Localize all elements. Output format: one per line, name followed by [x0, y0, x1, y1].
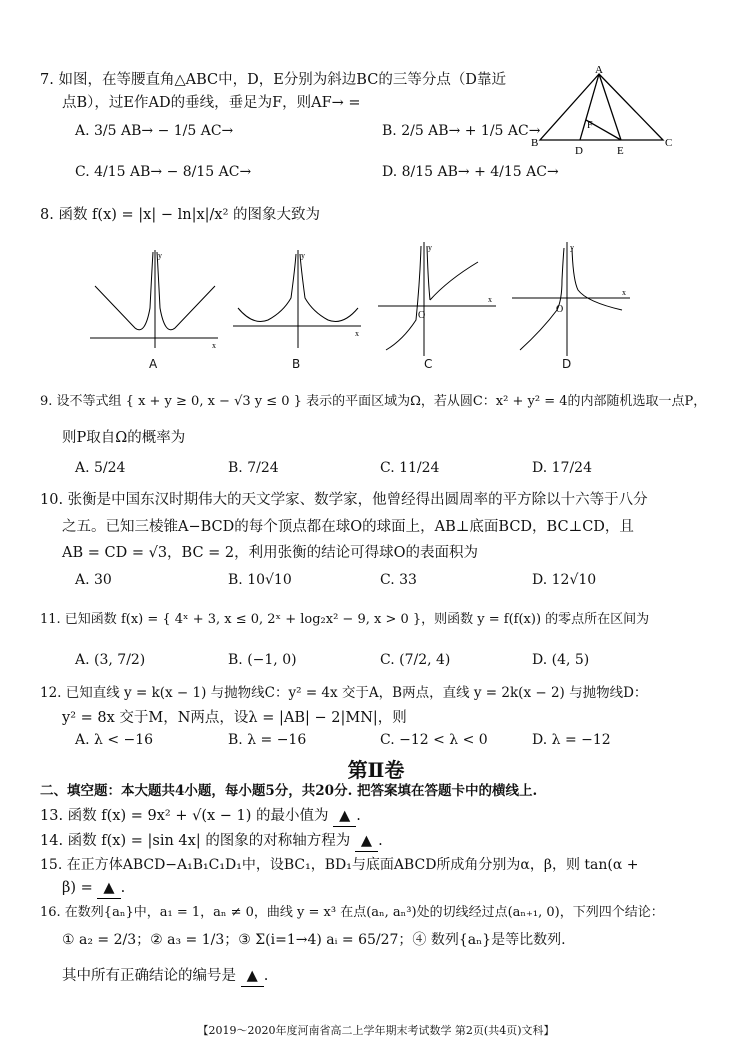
q11-option-a: A. (3, 7/2)	[75, 652, 146, 668]
graph-d-y-label: y	[570, 243, 574, 252]
q12-option-b: B. λ = −16	[228, 732, 307, 748]
q15-answer-blank	[97, 878, 120, 899]
fig-label-b: B	[531, 137, 539, 149]
fig-label-d: D	[575, 145, 583, 157]
fig-label-a: A	[595, 64, 603, 76]
q13-mark: ▲	[339, 808, 351, 824]
q8-graph-a	[90, 248, 220, 358]
q15-line2-wrap: β) = ▲ .	[62, 878, 125, 899]
q7-option-a: A. 3/5 AB→ − 1/5 AC→	[75, 123, 234, 139]
q11-option-b: B. (−1, 0)	[228, 652, 297, 668]
q13-text: 13. 函数 f(x) = 9x² + √(x − 1) 的最小值为	[40, 808, 329, 824]
q16-line1: 16. 在数列{aₙ}中，a₁ = 1，aₙ ≠ 0，曲线 y = x³ 在点(aₙ, aₙ³)处的切线经过点(aₙ₊₁, 0)，下列四个结论：	[40, 905, 664, 920]
q7-option-d: D. 8/15 AB→ + 4/15 AC→	[382, 164, 559, 180]
q11-line1: 11. 已知函数 f(x) = { 4ˣ + 3, x ≤ 0, 2ˣ + log₂x² − 9, x > 0 }，则函数 y = f(f(x)) 的零点所在区间为	[40, 612, 650, 627]
q8-graph-d	[512, 240, 632, 358]
q10-option-d: D. 12√10	[532, 572, 597, 588]
q7-option-c: C. 4/15 AB→ − 8/15 AC→	[75, 164, 252, 180]
fig-label-c: C	[665, 137, 673, 149]
q12-option-c: C. −12 < λ < 0	[380, 732, 488, 748]
q16-line3: 其中所有正确结论的编号是	[62, 968, 236, 984]
q12-line1: 12. 已知直线 y = k(x − 1) 与抛物线C：y² = 4x 交于A，B两点，直线 y = 2k(x − 2) 与抛物线D：	[40, 685, 648, 701]
q14-mark: ▲	[360, 833, 373, 849]
graph-c-origin: O	[418, 310, 426, 321]
q15-line2: β) =	[62, 880, 93, 896]
q8-label-a: A	[149, 357, 158, 371]
q9-option-c: C. 11/24	[380, 460, 440, 476]
section-title: 第Ⅱ卷	[347, 758, 405, 782]
graph-a-y-label: y	[158, 251, 162, 260]
graph-c-y-label: y	[428, 243, 432, 252]
q7-option-b: B. 2/5 AB→ + 1/5 AC→	[382, 123, 541, 139]
graph-b-x-label: x	[355, 329, 359, 338]
page-footer: 【2019～2020年度河南省高二上学年期末考试数学 第2页(共4页)文科】	[197, 1024, 555, 1037]
q10-line1: 10. 张衡是中国东汉时期伟大的天文学家、数学家，他曾经得出圆周率的平方除以十六等于八分	[40, 492, 648, 508]
q10-option-c: C. 33	[380, 572, 417, 588]
q15-line1: 15. 在正方体ABCD−A₁B₁C₁D₁中，设BC₁，BD₁与底面ABCD所成角分别为α，β，则 tan(α +	[40, 857, 639, 873]
q14: 14. 函数 f(x) = |sin 4x| 的图象的对称轴方程为 ▲ .	[40, 831, 383, 852]
q8-label-c: C	[424, 357, 433, 371]
q16-line2: ① a₂ = 2/3；② a₃ = 1/3；③ Σ(i=1→4) aᵢ = 65/27；④ 数列{aₙ}是等比数列.	[62, 932, 566, 948]
graph-b-y-label: y	[301, 251, 305, 260]
q11-option-c: C. (7/2, 4)	[380, 652, 451, 668]
q14-text: 14. 函数 f(x) = |sin 4x| 的图象的对称轴方程为	[40, 833, 351, 849]
q7-triangle-figure	[528, 64, 678, 159]
q8-label-d: D	[562, 357, 572, 371]
q10-option-b: B. 10√10	[228, 572, 292, 588]
graph-c-x-label: x	[488, 295, 492, 304]
q16-line3-wrap: 其中所有正确结论的编号是 ▲ .	[62, 966, 268, 987]
q15-mark: ▲	[103, 880, 115, 896]
section-heading: 二、填空题：本大题共4小题，每小题5分，共20分. 把答案填在答题卡中的横线上.	[40, 783, 538, 799]
graph-d-x-label: x	[622, 288, 626, 297]
q10-line2: 之五。已知三棱锥A−BCD的每个顶点都在球O的球面上，AB⊥底面BCD，BC⊥CD，且	[62, 519, 634, 535]
q11-option-d: D. (4, 5)	[532, 652, 590, 668]
q7-line1: 7. 如图，在等腰直角△ABC中，D，E分别为斜边BC的三等分点（D靠近	[40, 72, 506, 88]
q9-option-a: A. 5/24	[75, 460, 126, 476]
q16-mark: ▲	[246, 968, 258, 984]
fig-label-f: F	[587, 120, 593, 131]
q8-label-b: B	[292, 357, 301, 371]
q7-line2: 点B），过E作AD的垂线，垂足为F，则AF→ =	[62, 95, 361, 111]
q14-answer-blank	[355, 831, 378, 852]
q13-answer-blank	[333, 806, 356, 827]
fig-label-e: E	[617, 145, 624, 157]
q9-option-b: B. 7/24	[228, 460, 279, 476]
graph-a-x-label: x	[212, 341, 216, 350]
graph-d-origin: O	[556, 304, 564, 315]
q8-graph-c	[378, 240, 498, 358]
q12-option-a: A. λ < −16	[75, 732, 154, 748]
q8-stem: 8. 函数 f(x) = |x| − ln|x|/x² 的图象大致为	[40, 207, 321, 223]
q16-answer-blank	[241, 966, 264, 987]
q9-line1: 9. 设不等式组 { x + y ≥ 0, x − √3 y ≤ 0 } 表示的平面区域为Ω，若从圆C：x² + y² = 4的内部随机选取一点P，	[40, 394, 707, 409]
q9-option-d: D. 17/24	[532, 460, 592, 476]
q12-line2: y² = 8x 交于M，N两点，设λ = |AB| − 2|MN|，则	[62, 710, 407, 726]
q8-graph-b	[233, 248, 363, 358]
q12-option-d: D. λ = −12	[532, 732, 611, 748]
q9-line2: 则P取自Ω的概率为	[62, 430, 186, 446]
q13: 13. 函数 f(x) = 9x² + √(x − 1) 的最小值为 ▲ .	[40, 806, 361, 827]
q10-line3: AB = CD = √3，BC = 2，利用张衡的结论可得球O的表面积为	[62, 545, 479, 561]
q10-option-a: A. 30	[75, 572, 112, 588]
